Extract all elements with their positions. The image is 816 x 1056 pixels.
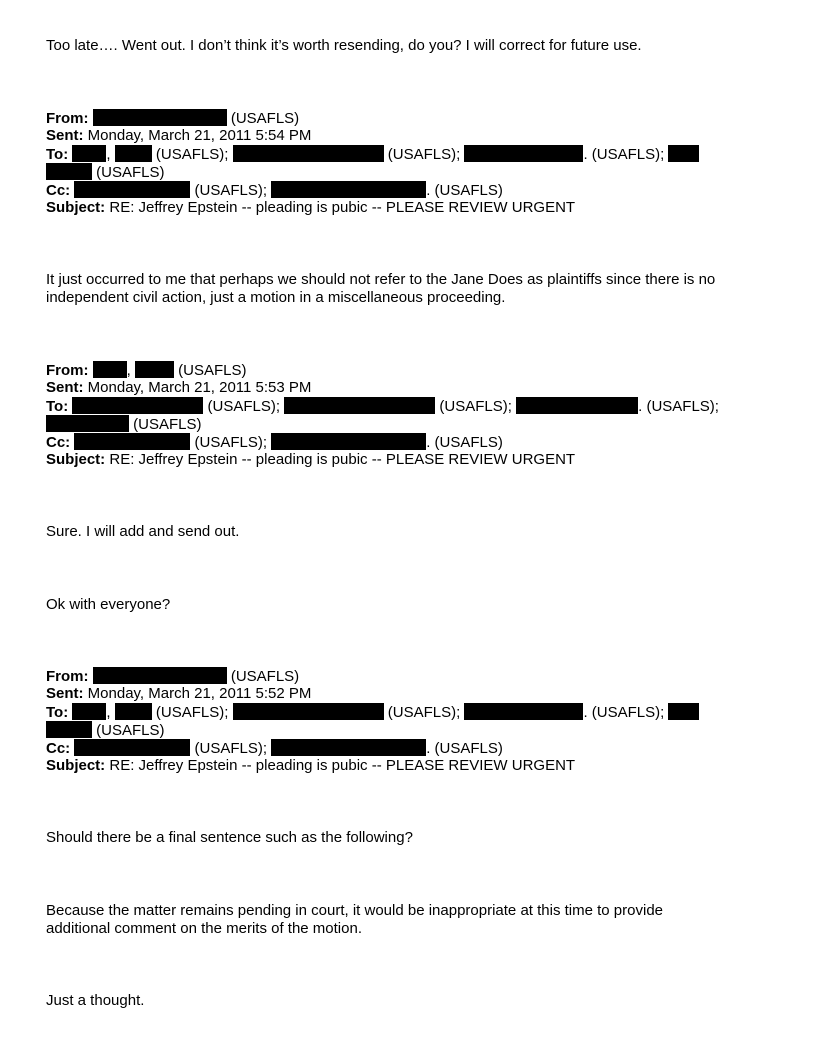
redaction-block: [72, 397, 203, 414]
org-text: (USAFLS);: [151, 704, 229, 721]
sent-value: Monday, March 21, 2011 5:52 PM: [83, 685, 312, 702]
body-text: Just a thought.: [46, 992, 145, 1009]
redaction-block: [271, 433, 426, 450]
redaction-block: [115, 145, 152, 162]
redaction-block: [233, 145, 384, 162]
body-text: Too late…. Went out. I don’t think it’s worth resending, do you? I will correct for future use.: [46, 37, 642, 54]
sent-line: [46, 127, 311, 145]
redaction-block: [464, 145, 583, 162]
from-line: [46, 361, 247, 380]
to-line: [46, 703, 699, 722]
redaction-block: [271, 181, 426, 198]
subject-line: [46, 757, 575, 775]
org-text: ,: [106, 146, 111, 163]
sent-label: Sent:: [46, 685, 84, 702]
redaction-block: [72, 145, 106, 162]
redaction-block: [93, 109, 227, 126]
sent-label: Sent:: [46, 127, 84, 144]
org-text: (USAFLS): [129, 416, 202, 433]
to-label: To:: [46, 704, 69, 721]
org-text: ,: [126, 362, 131, 379]
from-line: [46, 109, 299, 128]
sent-value: Monday, March 21, 2011 5:54 PM: [83, 127, 312, 144]
body-text: Because the matter remains pending in court, it would be inappropriate at this time to provide: [46, 902, 664, 919]
org-text: (USAFLS);: [190, 182, 268, 199]
from-label: From:: [46, 668, 89, 685]
org-text: (USAFLS);: [190, 434, 268, 451]
redaction-block: [46, 721, 92, 738]
to-line: [46, 145, 699, 164]
body-text: independent civil action, just a motion in a miscellaneous proceeding.: [46, 289, 506, 306]
cc-label: Cc:: [46, 182, 71, 199]
redaction-block: [93, 361, 127, 378]
sent-label: Sent:: [46, 379, 84, 396]
cc-line: [46, 739, 503, 758]
org-text: (USAFLS);: [435, 398, 512, 415]
from-label: From:: [46, 362, 89, 379]
body-text: Sure. I will add and send out.: [46, 523, 240, 540]
org-text: (USAFLS);: [383, 146, 461, 163]
sent-line: [46, 379, 311, 397]
redaction-block: [668, 703, 699, 720]
org-text: . (USAFLS): [426, 434, 503, 451]
redaction-block: [668, 145, 699, 162]
to-line: [46, 397, 719, 416]
org-text: (USAFLS): [226, 110, 300, 127]
to-line-continued: [46, 721, 165, 740]
redaction-block: [74, 181, 190, 198]
redaction-block: [46, 415, 129, 432]
body-text: additional comment on the merits of the motion.: [46, 920, 362, 937]
org-text: . (USAFLS);: [583, 146, 665, 163]
org-text: (USAFLS);: [151, 146, 229, 163]
cc-line: [46, 433, 503, 452]
to-label: To:: [46, 146, 69, 163]
redaction-block: [271, 739, 426, 756]
org-text: (USAFLS): [226, 668, 300, 685]
org-text: . (USAFLS);: [638, 398, 719, 415]
subject-value: RE: Jeffrey Epstein -- pleading is pubic -- PLEASE REVIEW URGENT: [105, 451, 576, 468]
redaction-block: [284, 397, 435, 414]
subject-value: RE: Jeffrey Epstein -- pleading is pubic -- PLEASE REVIEW URGENT: [105, 757, 576, 774]
redaction-block: [74, 433, 190, 450]
to-line-continued: [46, 415, 202, 434]
redaction-block: [135, 361, 174, 378]
cc-line: [46, 181, 503, 200]
subject-line: [46, 451, 575, 469]
org-text: (USAFLS);: [383, 704, 461, 721]
cc-label: Cc:: [46, 740, 71, 757]
redaction-block: [93, 667, 227, 684]
subject-line: [46, 199, 575, 217]
body-text: Should there be a final sentence such as the following?: [46, 829, 413, 846]
org-text: . (USAFLS): [426, 740, 503, 757]
body-text: It just occurred to me that perhaps we should not refer to the Jane Does as plaintiffs since there is no: [46, 271, 716, 288]
subject-label: Subject:: [46, 757, 106, 774]
to-line-continued: [46, 163, 165, 182]
sent-value: Monday, March 21, 2011 5:53 PM: [83, 379, 312, 396]
sent-line: [46, 685, 311, 703]
from-label: From:: [46, 110, 89, 127]
redaction-block: [464, 703, 583, 720]
org-text: . (USAFLS);: [583, 704, 665, 721]
redaction-block: [516, 397, 638, 414]
subject-label: Subject:: [46, 451, 106, 468]
org-text: (USAFLS): [174, 362, 247, 379]
subject-value: RE: Jeffrey Epstein -- pleading is pubic -- PLEASE REVIEW URGENT: [105, 199, 576, 216]
org-text: (USAFLS): [92, 722, 165, 739]
redaction-block: [74, 739, 190, 756]
to-label: To:: [46, 398, 69, 415]
org-text: ,: [106, 704, 111, 721]
org-text: (USAFLS): [92, 164, 165, 181]
redaction-block: [72, 703, 106, 720]
redaction-block: [46, 163, 92, 180]
body-text: Ok with everyone?: [46, 596, 171, 613]
org-text: . (USAFLS): [426, 182, 503, 199]
org-text: (USAFLS);: [203, 398, 281, 415]
subject-label: Subject:: [46, 199, 106, 216]
org-text: (USAFLS);: [190, 740, 268, 757]
from-line: [46, 667, 299, 686]
redaction-block: [115, 703, 152, 720]
cc-label: Cc:: [46, 434, 71, 451]
redaction-block: [233, 703, 384, 720]
